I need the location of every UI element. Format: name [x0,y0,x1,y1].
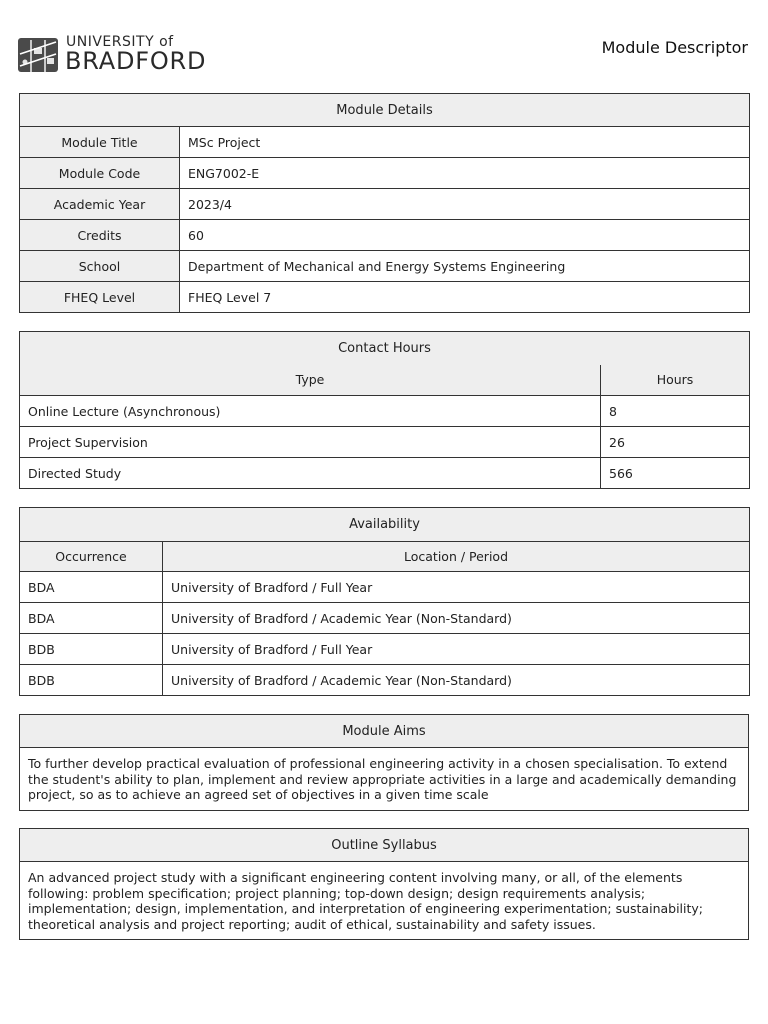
location-period: University of Bradford / Academic Year (Non-Standard) [163,665,750,696]
value-credits: 60 [180,220,750,251]
table-row [20,427,750,458]
outline-syllabus-heading: Outline Syllabus [20,829,749,862]
value-academic-year: 2023/4 [180,189,750,220]
contact-hours: 26 [601,427,750,458]
university-logo [18,34,218,74]
column-header-type: Type [20,365,601,396]
table-row [20,634,750,665]
column-header-location: Location / Period [163,542,750,572]
value-module-code: ENG7002-E [180,158,750,189]
label-credits: Credits [20,220,180,251]
outline-syllabus-table [19,828,749,940]
label-module-code: Module Code [20,158,180,189]
table-row [20,603,750,634]
module-aims-heading: Module Aims [20,715,749,748]
table-row [20,396,750,427]
occurrence-code: BDB [20,665,163,696]
availability-heading: Availability [20,508,750,542]
contact-hours: 566 [601,458,750,489]
table-row [20,572,750,603]
location-period: University of Bradford / Full Year [163,634,750,665]
location-period: University of Bradford / Full Year [163,572,750,603]
column-header-occurrence: Occurrence [20,542,163,572]
outline-syllabus-text: An advanced project study with a significant engineering content involving many, or all, of the elements following: problem specification; project planning; top-down design; design requirements analysis; implementation; design, implementation, and interpretation of engineering experimentation; sustainability; theoretical analysis and project reporting; audit of ethical, sustainability and safety issues. [20,862,749,940]
value-fheq-level: FHEQ Level 7 [180,282,750,313]
logo-line-bradford: BRADFORD [65,47,207,75]
module-aims-text: To further develop practical evaluation of professional engineering activity in a chosen specialisation. To extend the student's ability to plan, implement and review appropriate activities in a large and academically demanding project, so as to achieve an agreed set of objectives in a given time scale [20,748,749,811]
document-title: Module Descriptor [601,38,748,57]
table-row [20,458,750,489]
contact-type: Directed Study [20,458,601,489]
contact-type: Project Supervision [20,427,601,458]
value-school: Department of Mechanical and Energy Systems Engineering [180,251,750,282]
module-aims-table [19,714,749,811]
availability-table [19,507,750,696]
module-details-table [19,93,750,313]
label-module-title: Module Title [20,127,180,158]
label-school: School [20,251,180,282]
university-crest-icon [18,36,58,72]
label-academic-year: Academic Year [20,189,180,220]
occurrence-code: BDA [20,572,163,603]
occurrence-code: BDA [20,603,163,634]
contact-hours-heading: Contact Hours [20,332,750,365]
occurrence-code: BDB [20,634,163,665]
contact-type: Online Lecture (Asynchronous) [20,396,601,427]
page-header [18,34,748,76]
location-period: University of Bradford / Academic Year (Non-Standard) [163,603,750,634]
logo-line-university: UNIVERSITY of [66,34,174,50]
value-module-title: MSc Project [180,127,750,158]
column-header-hours: Hours [601,365,750,396]
contact-hours: 8 [601,396,750,427]
label-fheq-level: FHEQ Level [20,282,180,313]
module-details-heading: Module Details [20,94,750,127]
table-row [20,665,750,696]
contact-hours-table [19,331,750,489]
